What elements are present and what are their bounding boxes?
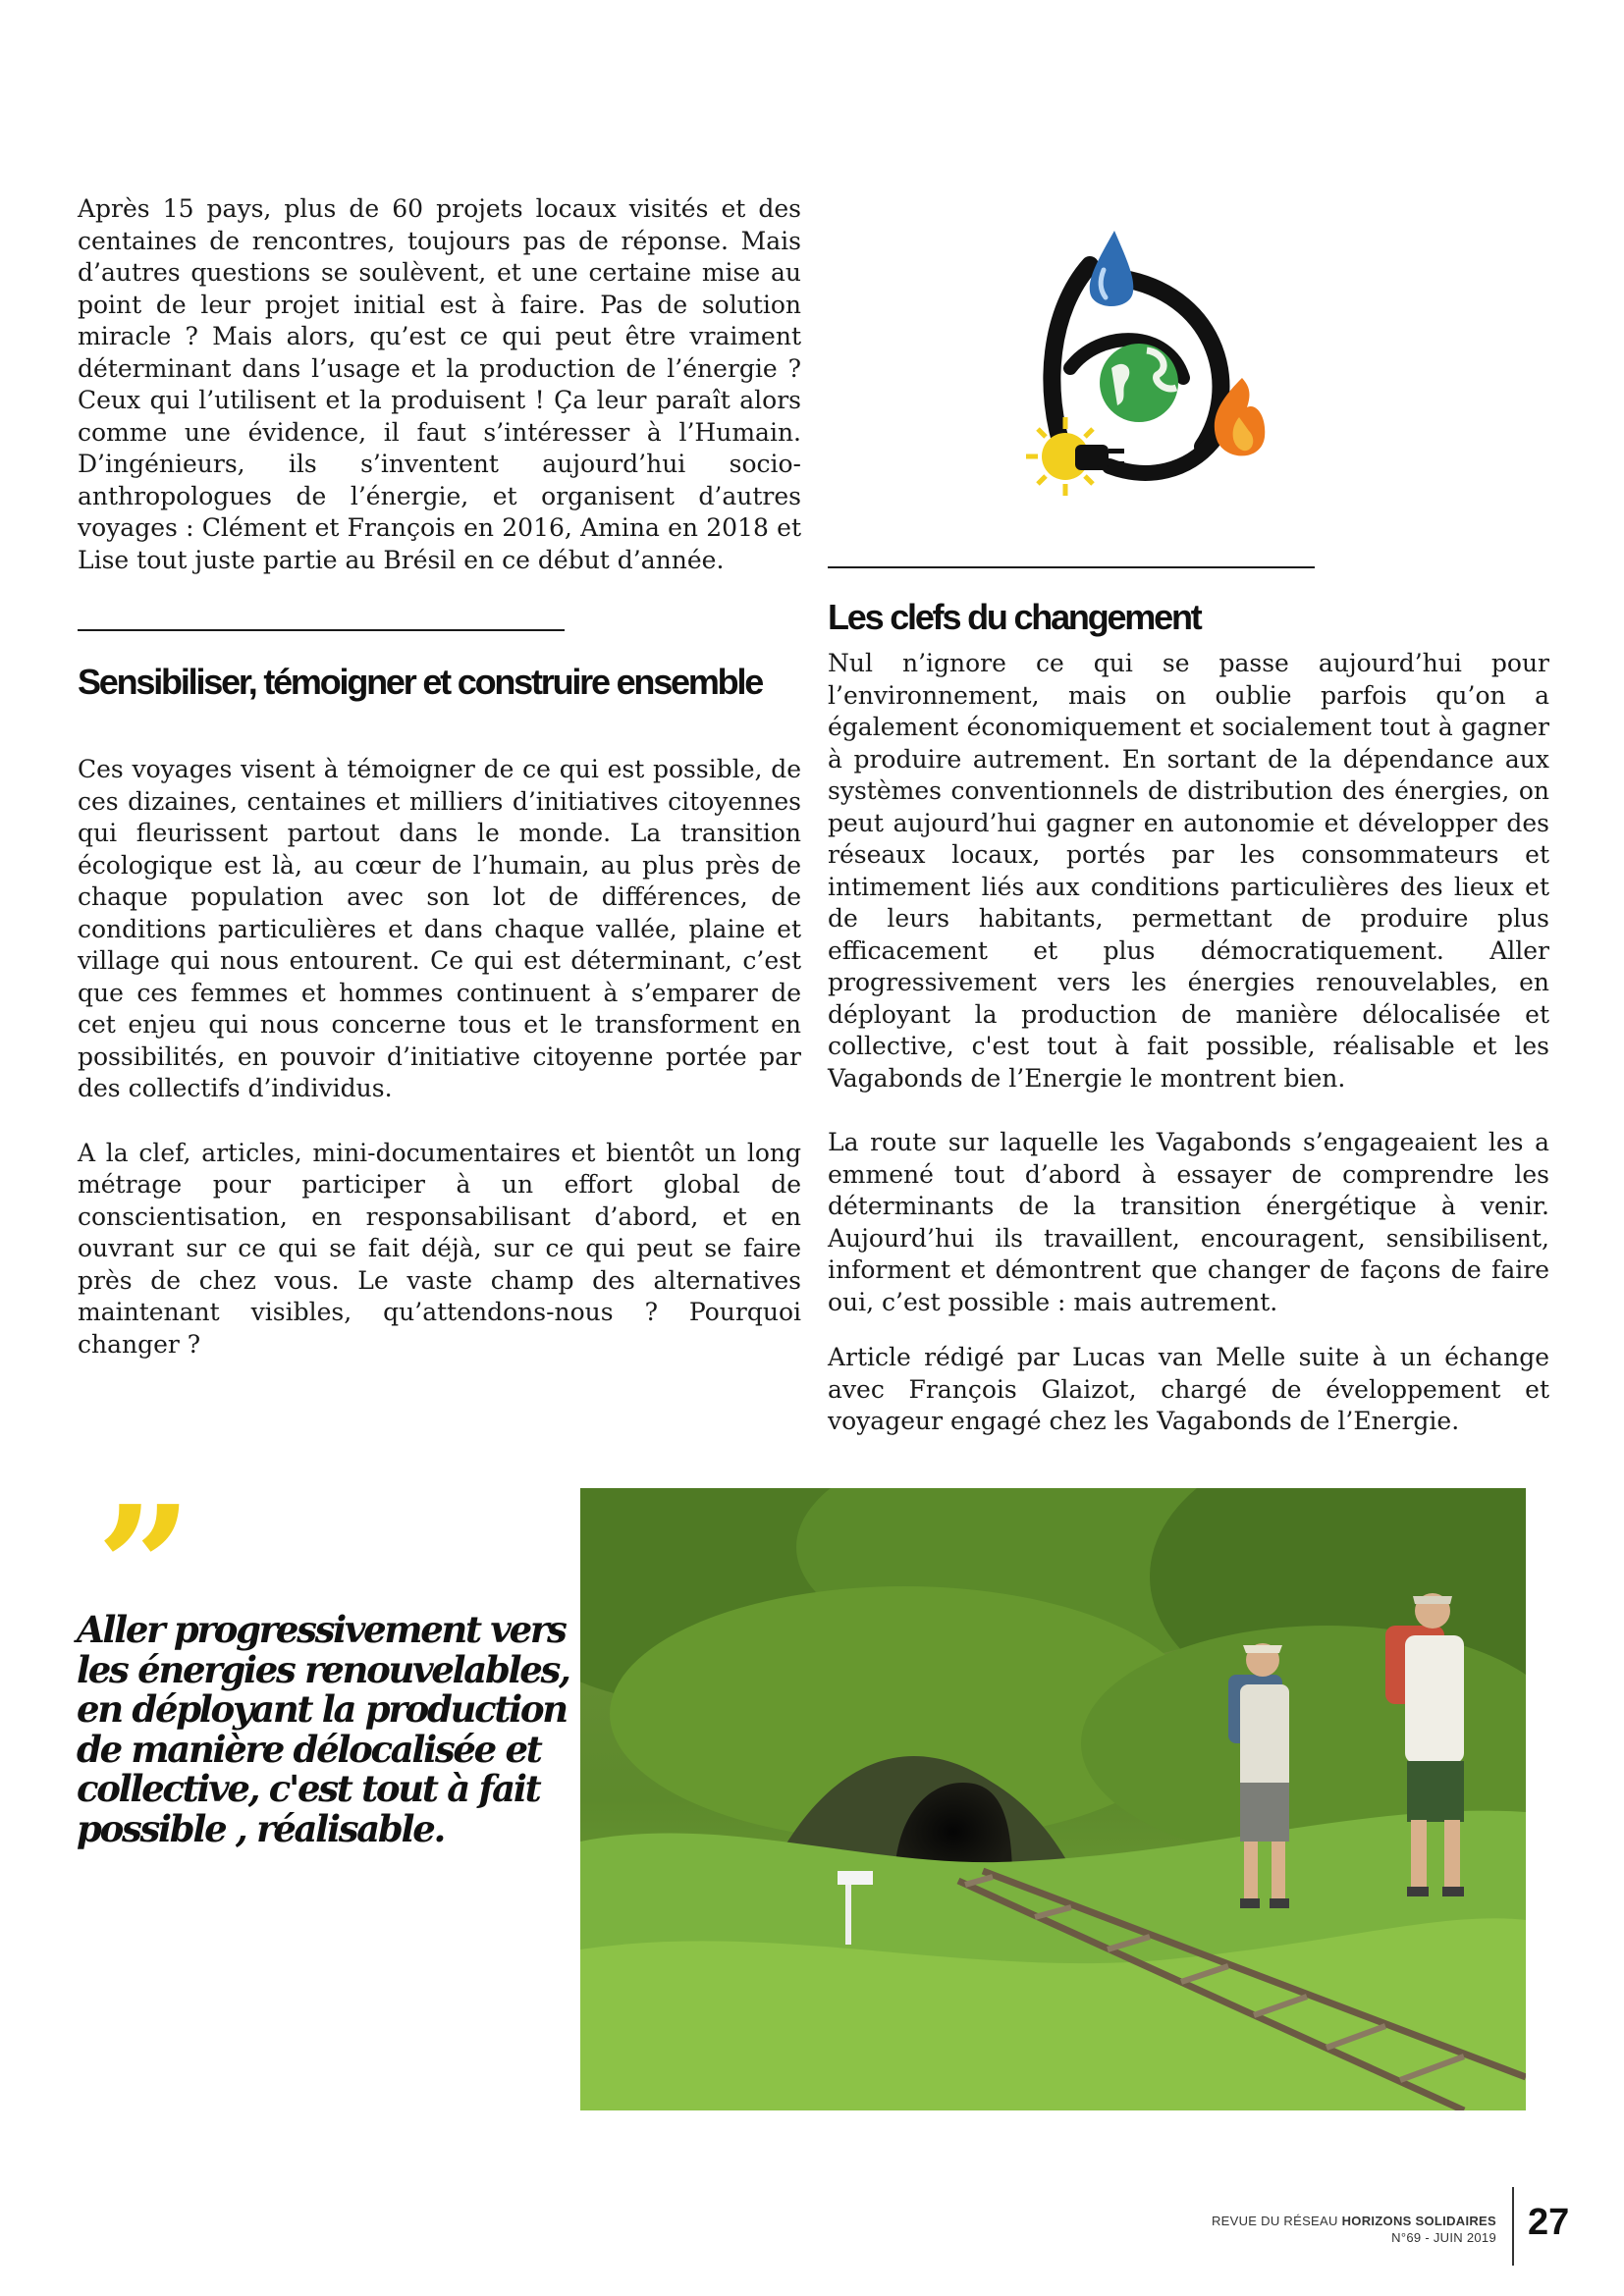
footer-separator <box>1512 2187 1514 2266</box>
heading-sensibiliser: Sensibiliser, témoigner et construire ensemble <box>78 662 763 702</box>
pull-quote: Aller progressivement vers les énergies renouvelables, en déployant la production de manière délocalisée et collective, c'est tout à fait possible , réalisable. <box>77 1608 569 1850</box>
footer-journal-prefix: REVUE DU RÉSEAU <box>1211 2214 1342 2228</box>
right-section-rule <box>828 566 1315 568</box>
footer-issue: N°69 - JUIN 2019 <box>1391 2230 1496 2245</box>
footer-journal-name: HORIZONS SOLIDAIRES <box>1341 2214 1496 2228</box>
travelers-railway-photo-icon <box>580 1488 1526 2110</box>
footer-journal-line <box>1212 2213 1496 2229</box>
right-paragraph-1: Nul n’ignore ce qui se passe aujourd’hui pour l’environnement, mais on oublie parfois qu’on a également économiquement et socialement tout à gagner à produire autrement. En sortant de la dépendance aux systèmes conventionnels de distribution des énergies, on peut aujourd’hui gagner en autonomie et développer des réseaux locaux, portés par les consommateurs et intimement liés aux conditions particulières des lieux et de leurs habitants, permettant de produire plus efficacement et plus démocratiquement. Aller progressivement vers les énergies renouvelables, en déployant la production de manière délocalisée et collective, c'est tout à fait possible, réalisable et les Vagabonds de l’Energie le montrent bien. <box>828 649 1549 1093</box>
left-column <box>78 754 801 1393</box>
article-credit: Article rédigé par Lucas van Melle suite à un échange avec François Glaizot, chargé de éveloppement et voyageur engagé chez les Vagabonds de l’Energie. <box>828 1343 1549 1435</box>
page-number: 27 <box>1528 2202 1570 2243</box>
intro-column <box>78 193 801 609</box>
heading-clefs-changement: Les clefs du changement <box>828 597 1201 637</box>
intro-paragraph: Après 15 pays, plus de 60 projets locaux visités et des centaines de rencontres, toujours pas de réponse. Mais d’autres questions se soulèvent, et une certaine mise au point de leur projet initial est à faire. Pas de solution miracle ? Mais alors, qu’est ce qui peut être vraiment déterminant dans l’usage et la production de l’énergie ? Ceux qui l’utilisent et la produisent ! Ça leur paraît alors comme une évidence, il faut s’intéresser à l’Humain. D’ingénieurs, ils s’inventent aujourd’hui socio-anthropologues de l’énergie, et organisent d’autres voyages : Clément et François en 2016, Amina en 2018 et Lise tout juste partie au Brésil en ce début d’année. <box>78 194 801 574</box>
left-paragraph-1: Ces voyages visent à témoigner de ce qui est possible, de ces dizaines, centaines et milliers d’initiatives citoyennes qui fleurissent partout dans le monde. La transition écologique est là, au cœur de l’humain, au plus près de chaque population avec son lot de différences, de conditions particulières et dans chaque vallée, plaine et village qui nous entourent. Ce qui est déterminant, c’est que ces femmes et hommes continuent à s’emparer de cet enjeu qui nous concerne tous et le transforment en possibilités, en pouvoir d’initiative citoyenne portée par des collectifs d’individus. <box>78 755 801 1102</box>
left-section-rule <box>78 629 565 631</box>
quote-mark-icon: ” <box>96 1469 192 1666</box>
energy-cycle-logo-icon <box>1021 221 1267 506</box>
left-paragraph-2: A la clef, articles, mini-documentaires et bientôt un long métrage pour participer à un effort global de conscientisation, en responsabilisant d’abord, et en ouvrant sur ce qui se fait déjà, sur ce qui peut se faire près de chez vous. Le vaste champ des alternatives maintenant visibles, qu’attendons-nous ? Pourquoi changer ? <box>78 1138 801 1359</box>
right-paragraph-2: La route sur laquelle les Vagabonds s’engageaient les a emmené tout d’abord à essayer de comprendre les déterminants de la transition énergétique à venir. Aujourd’hui ils travaillent, encouragent, sensibilisent, informent et démontrent que changer de façons de faire oui, c’est possible : mais autrement. <box>828 1128 1549 1316</box>
footer-journal <box>1212 2213 1496 2246</box>
right-column <box>828 648 1549 1470</box>
